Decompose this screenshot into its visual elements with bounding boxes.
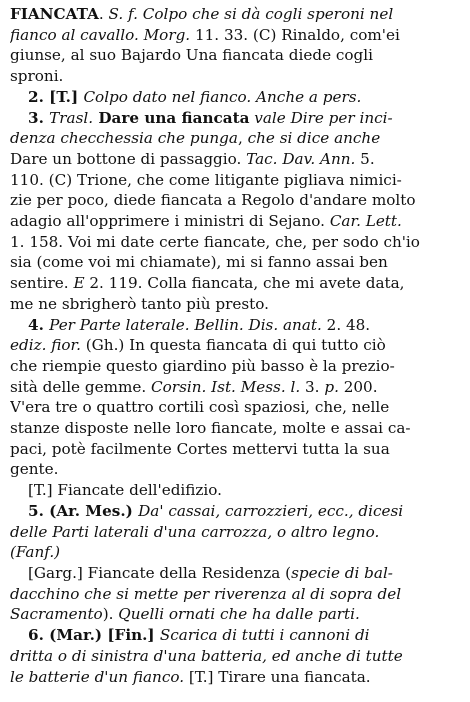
text-line [10, 356, 462, 377]
text-segment: sia (come voi mi chiamate), mi si fanno assai ben [10, 253, 388, 272]
text-line [10, 273, 462, 294]
text-segment: Trasl. [49, 108, 94, 127]
text-segment: delle Parti laterali d'una carrozza, o altro legno. [10, 522, 380, 541]
text-segment: V'era tre o quattro cortili così spaziosi, che, nelle [10, 398, 390, 417]
text-line [10, 87, 462, 108]
text-segment: giunse, al suo Bajardo Una fiancata diede cogli [10, 46, 373, 65]
text-segment: sità delle gemme. [10, 377, 152, 396]
text-line [10, 335, 462, 356]
text-line [10, 459, 462, 480]
text-segment: 1. 158. Voi mi date certe fiancate, che, per sodo ch'io [10, 232, 420, 251]
text-segment: 200. [338, 377, 378, 396]
text-segment: [Garg.] Fiancate della Residenza ( [28, 563, 292, 582]
text-line [10, 315, 462, 336]
text-segment: Corsin. Ist. Mess. l. [151, 377, 301, 396]
text-segment: Sacramento [10, 605, 103, 624]
text-segment: Scarica di tutti i cannoni di [159, 626, 370, 645]
entry-paragraph [10, 87, 462, 108]
text-line [10, 625, 462, 646]
text-line [10, 252, 462, 273]
text-line [10, 667, 462, 688]
text-segment: 2. 48. [321, 315, 371, 334]
text-segment: che si dice anche [247, 129, 381, 148]
text-segment: 4. [28, 315, 50, 334]
text-line [10, 232, 462, 253]
text-segment: FIANCATA [10, 5, 99, 23]
text-segment: fianco al cavallo. Morg. [10, 25, 191, 44]
entry-paragraph [10, 501, 462, 563]
text-segment: me ne sbrigherò tanto più presto. [10, 294, 269, 313]
text-segment: 110. (C) Trione, che come litigante pigliava nimici- [10, 170, 402, 189]
text-segment: adagio all'opprimere i ministri di Sejano. [10, 212, 330, 231]
text-segment: specie di bal- [291, 563, 393, 582]
text-line [10, 522, 462, 543]
text-line [10, 66, 462, 87]
text-segment: dacchino che si mette per riverenza al di sopra del [10, 584, 402, 603]
text-segment: stanze disposte nelle loro fiancate, molte e assai ca- [10, 419, 411, 438]
text-segment: vale Dire per inci- [249, 108, 393, 127]
text-line [10, 439, 462, 460]
text-segment: 5. (Ar. Mes.) [28, 501, 139, 520]
entry-paragraph [10, 4, 462, 87]
text-line [10, 584, 462, 605]
text-segment: Tac. Dav. Ann. [246, 149, 356, 168]
text-segment: le batterie d'un fianco. [10, 667, 185, 686]
text-segment: E [73, 274, 85, 293]
text-segment: 3. [28, 108, 50, 127]
text-segment: p. [324, 377, 339, 396]
text-line [10, 170, 462, 191]
text-segment: 3. [300, 377, 325, 396]
text-line [10, 149, 462, 170]
text-segment: , [237, 129, 248, 148]
text-segment: denza checchessia che punga [10, 129, 238, 148]
text-segment: sproni. [10, 67, 64, 86]
entry-paragraph [10, 315, 462, 481]
text-segment: S. f. Colpo che si dà cogli speroni nel [108, 5, 394, 23]
text-line [10, 128, 462, 149]
text-segment: ). [102, 605, 119, 624]
text-segment: ediz. fior. [10, 336, 81, 355]
text-segment: gente. [10, 460, 59, 479]
text-segment: Dare un bottone di passaggio. [10, 149, 247, 168]
text-segment: dritta o di sinistra d'una batteria, ed anche di tutte [10, 646, 403, 665]
text-line [10, 4, 462, 25]
text-segment: (Fanf.) [10, 543, 61, 562]
text-segment: 11. 33. (C) Rinaldo, com'ei [190, 25, 400, 44]
text-line [10, 480, 462, 501]
text-segment: paci, potè facilmente Cortes mettervi tutta la sua [10, 439, 390, 458]
text-line [10, 542, 462, 563]
entry-paragraph [10, 480, 462, 501]
text-segment: 6. (Mar.) [Fin.] [28, 626, 160, 645]
text-segment: Da' cassai, carrozzieri, ecc., dicesi [138, 501, 404, 520]
text-segment: 2. 119. Colla fiancata, che mi avete data, [84, 274, 405, 293]
entry-paragraph [10, 625, 462, 687]
text-segment: Car. Lett. [329, 212, 402, 231]
text-line [10, 211, 462, 232]
text-segment: Colpo dato nel fianco. Anche a pers. [83, 87, 362, 106]
text-segment: Per Parte laterale. Bellin. Dis. anat. [49, 315, 322, 334]
text-segment: [T.] Fiancate dell'edifizio. [28, 481, 222, 500]
text-line [10, 501, 462, 522]
text-line [10, 45, 462, 66]
text-segment: Quelli ornati che ha dalle parti. [118, 605, 360, 624]
dictionary-entry [10, 4, 462, 687]
text-segment: che riempie questo giardino più basso è la prezio- [10, 356, 395, 375]
text-segment: [T.] Tirare una fiancata. [184, 667, 371, 686]
text-line [10, 294, 462, 315]
entry-paragraph [10, 563, 462, 625]
text-segment: 2. [T.] [28, 87, 84, 106]
text-line [10, 25, 462, 46]
text-line [10, 646, 462, 667]
text-line [10, 563, 462, 584]
text-line [10, 397, 462, 418]
text-segment: 5. [355, 149, 375, 168]
text-segment: . [98, 5, 109, 23]
text-line [10, 190, 462, 211]
text-line [10, 108, 462, 129]
text-line [10, 377, 462, 398]
entry-paragraph [10, 108, 462, 315]
text-segment: Dare una fiancata [93, 108, 250, 127]
text-line [10, 604, 462, 625]
text-segment: sentire. [10, 274, 74, 293]
text-segment: (Gh.) In questa fiancata di qui tutto ciò [80, 336, 386, 355]
text-segment: zie per poco, diede fiancata a Regolo d'andare molto [10, 191, 416, 210]
text-line [10, 418, 462, 439]
